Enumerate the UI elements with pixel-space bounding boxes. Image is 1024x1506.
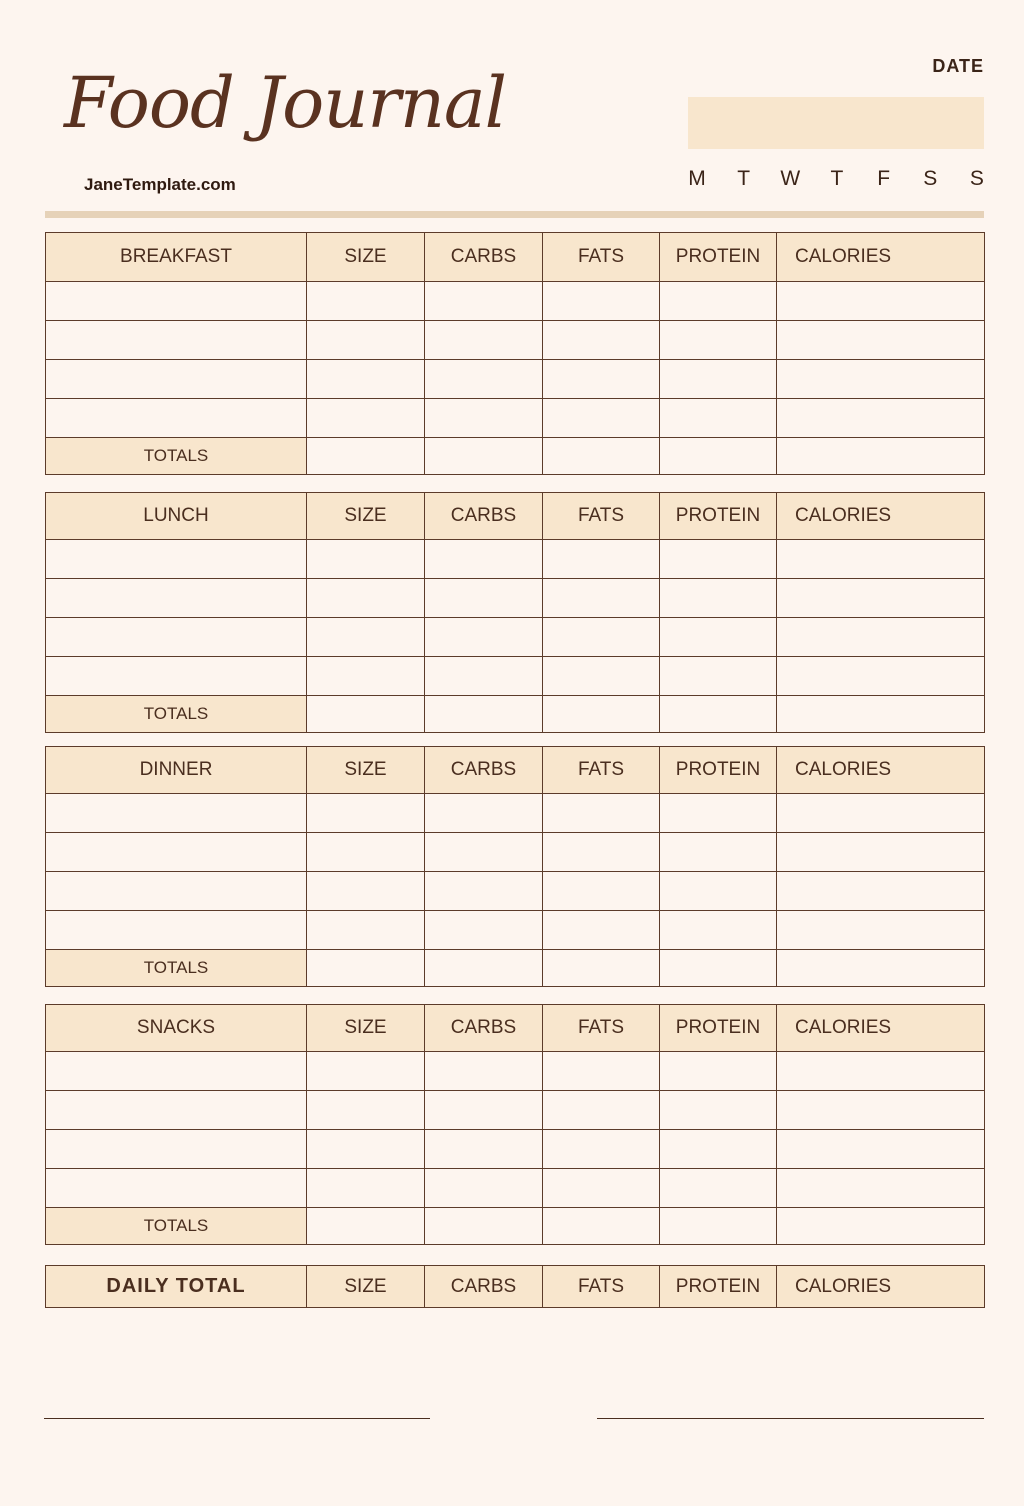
size-cell[interactable]	[307, 1052, 425, 1091]
column-header-calories: CALORIES	[777, 747, 985, 794]
date-label: DATE	[932, 56, 984, 76]
totals-calories-cell[interactable]	[777, 950, 985, 987]
signature-line-right	[597, 1418, 984, 1419]
column-header-carbs: CARBS	[425, 233, 543, 282]
food-item-cell[interactable]	[46, 579, 307, 618]
food-item-cell[interactable]	[46, 618, 307, 657]
carbs-cell[interactable]	[425, 282, 543, 321]
carbs-cell[interactable]	[425, 540, 543, 579]
fats-cell[interactable]	[543, 657, 660, 696]
calories-cell[interactable]	[777, 399, 985, 438]
column-header-carbs: CARBS	[425, 1266, 543, 1308]
entry-row	[46, 1130, 985, 1169]
carbs-cell[interactable]	[425, 399, 543, 438]
food-item-cell[interactable]	[46, 399, 307, 438]
protein-cell[interactable]	[660, 1130, 777, 1169]
entry-row	[46, 321, 985, 360]
protein-cell[interactable]	[660, 833, 777, 872]
column-header-size: SIZE	[307, 1266, 425, 1308]
fats-cell[interactable]	[543, 618, 660, 657]
size-cell[interactable]	[307, 282, 425, 321]
fats-cell[interactable]	[543, 1091, 660, 1130]
calories-cell[interactable]	[777, 1052, 985, 1091]
totals-protein-cell[interactable]	[660, 1208, 777, 1245]
meal-table-lunch	[45, 492, 985, 733]
fats-cell[interactable]	[543, 360, 660, 399]
totals-row	[46, 950, 985, 987]
protein-cell[interactable]	[660, 579, 777, 618]
protein-cell[interactable]	[660, 1091, 777, 1130]
calories-cell[interactable]	[777, 282, 985, 321]
column-header-calories: CALORIES	[777, 493, 985, 540]
column-header-protein: PROTEIN	[660, 233, 777, 282]
calories-cell[interactable]	[777, 540, 985, 579]
meal-table-breakfast	[45, 232, 985, 475]
fats-cell[interactable]	[543, 321, 660, 360]
column-header-protein: PROTEIN	[660, 1266, 777, 1308]
site-url: JaneTemplate.com	[84, 175, 236, 194]
food-item-cell[interactable]	[46, 1091, 307, 1130]
header-divider	[45, 211, 984, 218]
food-item-cell[interactable]	[46, 1169, 307, 1208]
totals-protein-cell[interactable]	[660, 950, 777, 987]
fats-cell[interactable]	[543, 833, 660, 872]
column-header-fats: FATS	[543, 233, 660, 282]
protein-cell[interactable]	[660, 794, 777, 833]
totals-label: TOTALS	[46, 438, 307, 475]
day-monday[interactable]: M	[688, 167, 706, 190]
column-header-size: SIZE	[307, 493, 425, 540]
daily-total-row	[46, 1266, 985, 1308]
meal-name: DINNER	[46, 747, 307, 794]
fats-cell[interactable]	[543, 399, 660, 438]
column-header-fats: FATS	[543, 1005, 660, 1052]
food-item-cell[interactable]	[46, 282, 307, 321]
column-header-fats: FATS	[543, 493, 660, 540]
totals-protein-cell[interactable]	[660, 438, 777, 475]
fats-cell[interactable]	[543, 794, 660, 833]
fats-cell[interactable]	[543, 579, 660, 618]
calories-cell[interactable]	[777, 833, 985, 872]
calories-cell[interactable]	[777, 1169, 985, 1208]
totals-fats-cell[interactable]	[543, 950, 660, 987]
calories-cell[interactable]	[777, 618, 985, 657]
entry-row	[46, 579, 985, 618]
carbs-cell[interactable]	[425, 579, 543, 618]
food-item-cell[interactable]	[46, 540, 307, 579]
meal-header-row	[46, 747, 985, 794]
size-cell[interactable]	[307, 872, 425, 911]
entry-row	[46, 540, 985, 579]
day-tuesday[interactable]: T	[737, 167, 751, 190]
totals-fats-cell[interactable]	[543, 696, 660, 733]
totals-carbs-cell[interactable]	[425, 696, 543, 733]
fats-cell[interactable]	[543, 1130, 660, 1169]
food-item-cell[interactable]	[46, 794, 307, 833]
carbs-cell[interactable]	[425, 1052, 543, 1091]
protein-cell[interactable]	[660, 1169, 777, 1208]
entry-row	[46, 399, 985, 438]
food-item-cell[interactable]	[46, 360, 307, 399]
protein-cell[interactable]	[660, 618, 777, 657]
column-header-protein: PROTEIN	[660, 493, 777, 540]
size-cell[interactable]	[307, 399, 425, 438]
carbs-cell[interactable]	[425, 872, 543, 911]
size-cell[interactable]	[307, 579, 425, 618]
column-header-fats: FATS	[543, 747, 660, 794]
entry-row	[46, 657, 985, 696]
protein-cell[interactable]	[660, 321, 777, 360]
entry-row	[46, 911, 985, 950]
meal-table-dinner	[45, 746, 985, 987]
totals-row	[46, 696, 985, 733]
fats-cell[interactable]	[543, 1169, 660, 1208]
entry-row	[46, 1169, 985, 1208]
protein-cell[interactable]	[660, 911, 777, 950]
meal-table-snacks	[45, 1004, 985, 1245]
meal-name: BREAKFAST	[46, 233, 307, 282]
column-header-carbs: CARBS	[425, 1005, 543, 1052]
day-wednesday[interactable]: W	[780, 167, 801, 190]
food-item-cell[interactable]	[46, 911, 307, 950]
meal-name: LUNCH	[46, 493, 307, 540]
entry-row	[46, 360, 985, 399]
carbs-cell[interactable]	[425, 794, 543, 833]
carbs-cell[interactable]	[425, 1169, 543, 1208]
column-header-protein: PROTEIN	[660, 747, 777, 794]
column-header-carbs: CARBS	[425, 747, 543, 794]
entry-row	[46, 1091, 985, 1130]
calories-cell[interactable]	[777, 579, 985, 618]
carbs-cell[interactable]	[425, 321, 543, 360]
column-header-size: SIZE	[307, 747, 425, 794]
totals-label: TOTALS	[46, 696, 307, 733]
fats-cell[interactable]	[543, 1052, 660, 1091]
size-cell[interactable]	[307, 833, 425, 872]
column-header-protein: PROTEIN	[660, 1005, 777, 1052]
totals-size-cell[interactable]	[307, 1208, 425, 1245]
fats-cell[interactable]	[543, 872, 660, 911]
carbs-cell[interactable]	[425, 833, 543, 872]
totals-calories-cell[interactable]	[777, 1208, 985, 1245]
calories-cell[interactable]	[777, 1130, 985, 1169]
totals-fats-cell[interactable]	[543, 438, 660, 475]
totals-carbs-cell[interactable]	[425, 950, 543, 987]
meal-header-row	[46, 1005, 985, 1052]
size-cell[interactable]	[307, 360, 425, 399]
column-header-calories: CALORIES	[777, 1005, 985, 1052]
calories-cell[interactable]	[777, 1091, 985, 1130]
totals-size-cell[interactable]	[307, 696, 425, 733]
entry-row	[46, 1052, 985, 1091]
protein-cell[interactable]	[660, 399, 777, 438]
food-item-cell[interactable]	[46, 657, 307, 696]
carbs-cell[interactable]	[425, 1091, 543, 1130]
totals-label: TOTALS	[46, 1208, 307, 1245]
signature-line-left	[44, 1418, 430, 1419]
daily-total-table	[45, 1265, 985, 1308]
size-cell[interactable]	[307, 540, 425, 579]
weekday-selector	[684, 167, 990, 191]
carbs-cell[interactable]	[425, 360, 543, 399]
totals-protein-cell[interactable]	[660, 696, 777, 733]
entry-row	[46, 833, 985, 872]
size-cell[interactable]	[307, 657, 425, 696]
daily-total-label: DAILY TOTAL	[46, 1266, 307, 1308]
totals-fats-cell[interactable]	[543, 1208, 660, 1245]
fats-cell[interactable]	[543, 540, 660, 579]
day-sunday[interactable]: S	[969, 167, 984, 190]
totals-label: TOTALS	[46, 950, 307, 987]
carbs-cell[interactable]	[425, 657, 543, 696]
food-item-cell[interactable]	[46, 833, 307, 872]
protein-cell[interactable]	[660, 657, 777, 696]
totals-carbs-cell[interactable]	[425, 1208, 543, 1245]
size-cell[interactable]	[307, 1130, 425, 1169]
column-header-carbs: CARBS	[425, 493, 543, 540]
carbs-cell[interactable]	[425, 911, 543, 950]
food-item-cell[interactable]	[46, 1052, 307, 1091]
day-thursday[interactable]: T	[830, 167, 844, 190]
calories-cell[interactable]	[777, 657, 985, 696]
entry-row	[46, 618, 985, 657]
date-field[interactable]	[688, 97, 984, 149]
column-header-size: SIZE	[307, 233, 425, 282]
protein-cell[interactable]	[660, 872, 777, 911]
fats-cell[interactable]	[543, 911, 660, 950]
totals-size-cell[interactable]	[307, 438, 425, 475]
food-item-cell[interactable]	[46, 321, 307, 360]
protein-cell[interactable]	[660, 282, 777, 321]
fats-cell[interactable]	[543, 282, 660, 321]
meal-name: SNACKS	[46, 1005, 307, 1052]
entry-row	[46, 794, 985, 833]
calories-cell[interactable]	[777, 872, 985, 911]
column-header-calories: CALORIES	[777, 233, 985, 282]
carbs-cell[interactable]	[425, 1130, 543, 1169]
food-item-cell[interactable]	[46, 1130, 307, 1169]
size-cell[interactable]	[307, 321, 425, 360]
food-item-cell[interactable]	[46, 872, 307, 911]
totals-size-cell[interactable]	[307, 950, 425, 987]
protein-cell[interactable]	[660, 1052, 777, 1091]
totals-calories-cell[interactable]	[777, 438, 985, 475]
size-cell[interactable]	[307, 618, 425, 657]
column-header-size: SIZE	[307, 1005, 425, 1052]
column-header-calories: CALORIES	[777, 1266, 985, 1308]
meal-header-row	[46, 493, 985, 540]
totals-calories-cell[interactable]	[777, 696, 985, 733]
totals-row	[46, 438, 985, 475]
day-friday[interactable]: F	[877, 167, 891, 190]
meal-header-row	[46, 233, 985, 282]
calories-cell[interactable]	[777, 321, 985, 360]
size-cell[interactable]	[307, 794, 425, 833]
entry-row	[46, 282, 985, 321]
protein-cell[interactable]	[660, 540, 777, 579]
carbs-cell[interactable]	[425, 618, 543, 657]
day-saturday[interactable]: S	[923, 167, 938, 190]
entry-row	[46, 872, 985, 911]
totals-carbs-cell[interactable]	[425, 438, 543, 475]
totals-row	[46, 1208, 985, 1245]
calories-cell[interactable]	[777, 794, 985, 833]
calories-cell[interactable]	[777, 911, 985, 950]
size-cell[interactable]	[307, 911, 425, 950]
column-header-fats: FATS	[543, 1266, 660, 1308]
size-cell[interactable]	[307, 1091, 425, 1130]
protein-cell[interactable]	[660, 360, 777, 399]
page-title: Food Journal	[64, 62, 507, 144]
size-cell[interactable]	[307, 1169, 425, 1208]
calories-cell[interactable]	[777, 360, 985, 399]
